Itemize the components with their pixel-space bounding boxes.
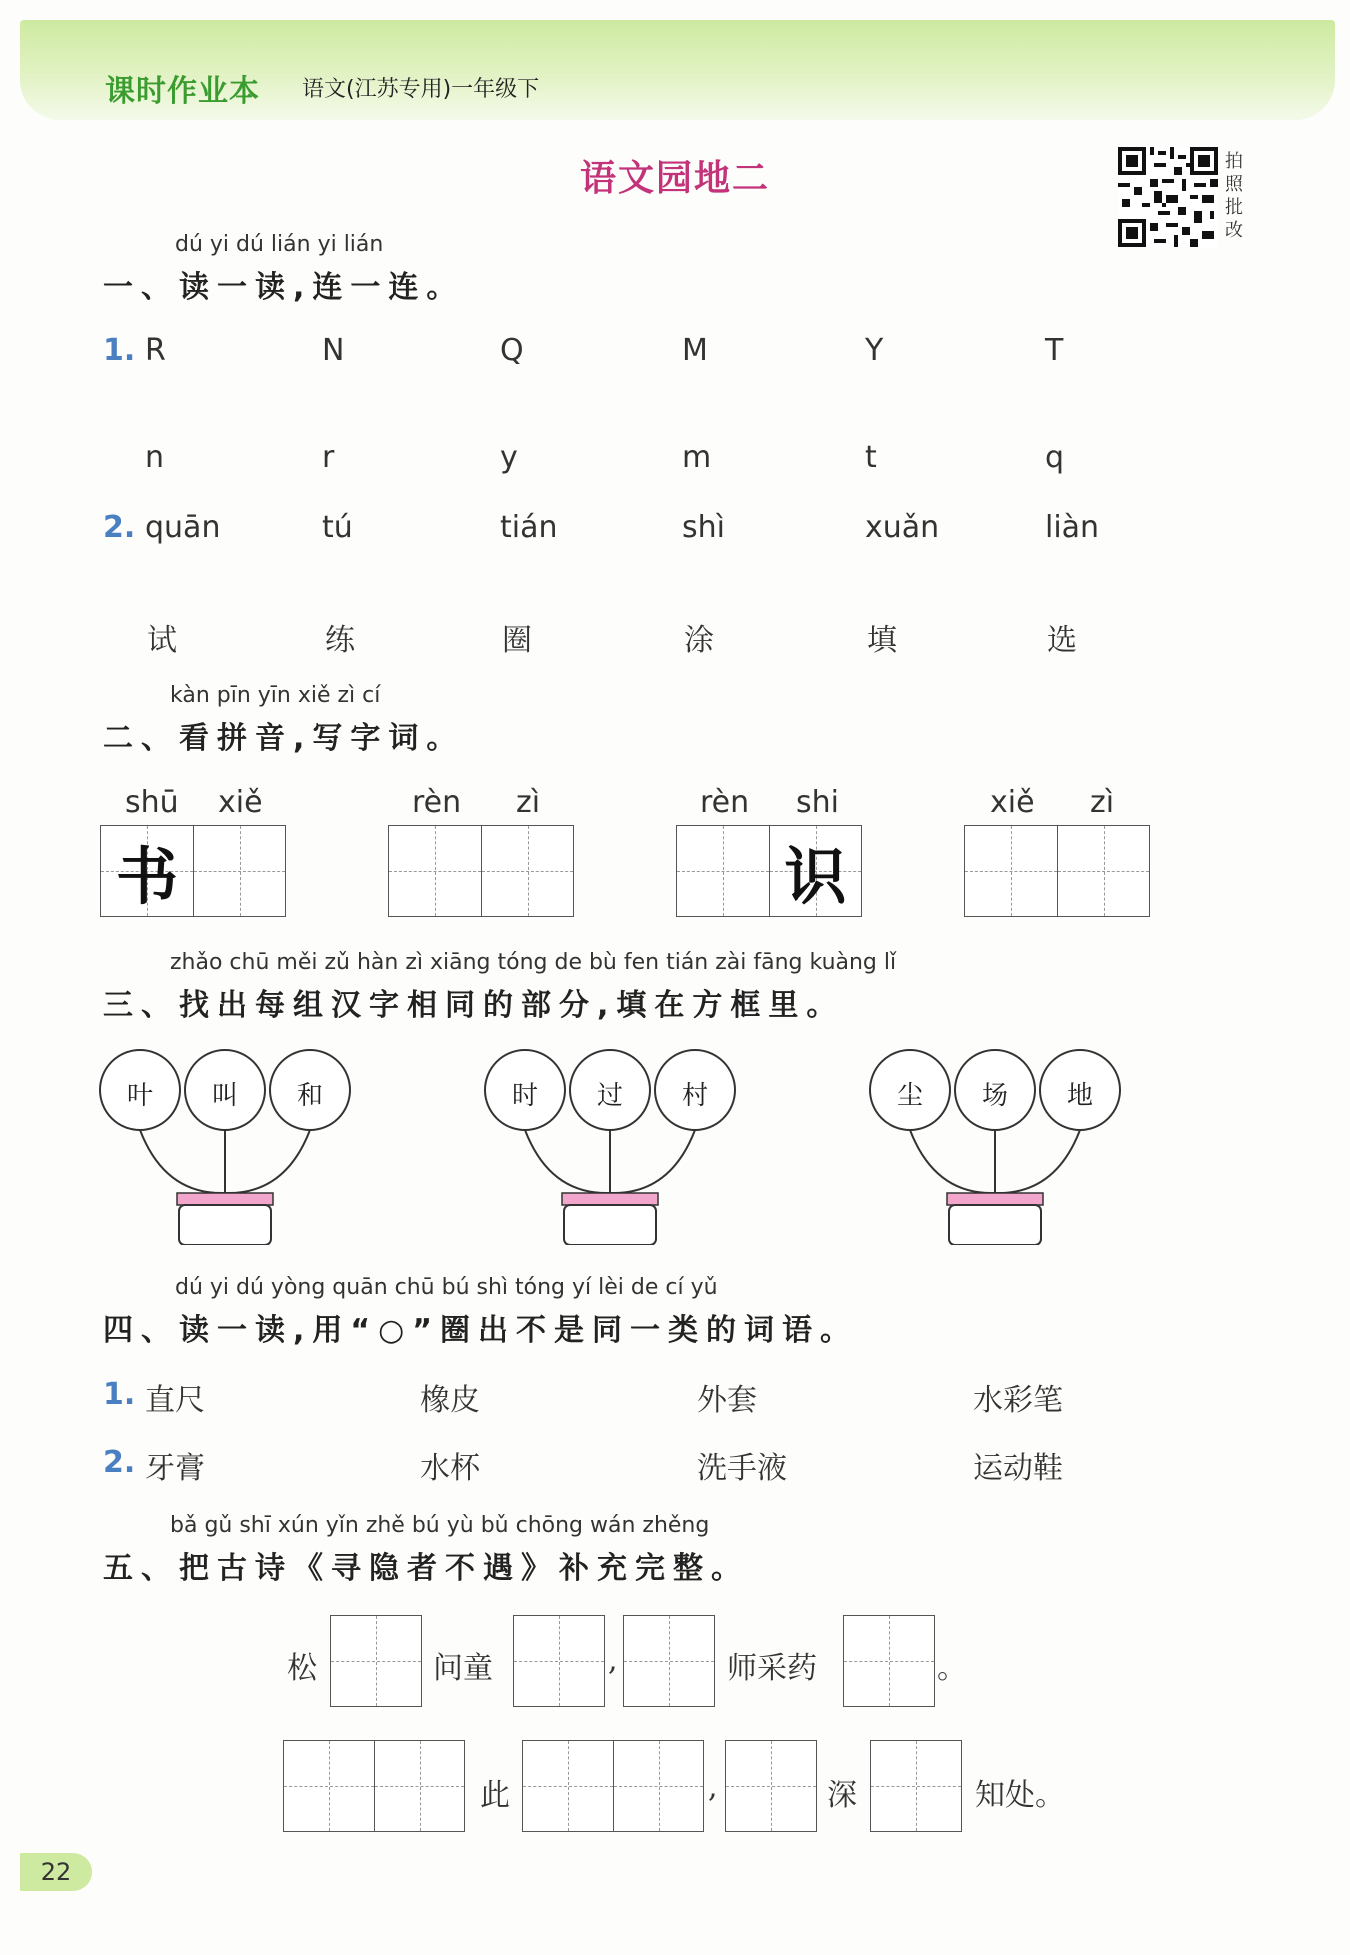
grid-pinyin: rèn	[700, 785, 750, 820]
pinyin-word[interactable]: quān	[145, 510, 221, 545]
flower-char: 场	[981, 1081, 1008, 1111]
writing-cell[interactable]	[844, 1616, 934, 1706]
flower-char: 时	[511, 1081, 538, 1111]
lower-letter[interactable]: m	[682, 440, 712, 475]
word-option[interactable]: 牙膏	[145, 1451, 205, 1486]
flower-char: 尘	[896, 1081, 923, 1111]
word-option[interactable]: 外套	[697, 1383, 757, 1418]
book-brand: 课时作业本	[105, 74, 260, 109]
grid-pinyin: shi	[796, 785, 839, 820]
writing-cell[interactable]	[613, 1741, 703, 1831]
section3-title: 三、找出每组汉字相同的部分,填在方框里。	[103, 988, 845, 1023]
given-char	[482, 826, 573, 916]
poem-blank[interactable]	[725, 1740, 817, 1832]
q2-number: 2.	[103, 510, 136, 545]
answer-box[interactable]	[951, 1207, 1041, 1245]
answer-box[interactable]	[566, 1207, 656, 1245]
poem-blank[interactable]	[522, 1740, 704, 1832]
writing-cell[interactable]	[374, 1741, 464, 1831]
section5-pinyin: bǎ gǔ shī xún yǐn zhě bú yù bǔ chōng wán zhěng	[170, 1513, 710, 1538]
qr-code-icon[interactable]	[1118, 147, 1218, 247]
poem-text: 师采药	[727, 1651, 817, 1686]
q1-number: 1.	[103, 333, 136, 368]
writing-cell[interactable]	[389, 826, 481, 916]
given-char	[1058, 826, 1149, 916]
lower-letter[interactable]: n	[145, 440, 165, 475]
pinyin-word[interactable]: tú	[322, 510, 353, 545]
pinyin-word[interactable]: shì	[682, 510, 725, 545]
writing-cell[interactable]	[514, 1616, 604, 1706]
row-number: 1.	[103, 1377, 136, 1412]
poem-text: 问童	[433, 1651, 493, 1686]
page-number: 22	[20, 1853, 92, 1891]
lower-letter[interactable]: q	[1045, 440, 1065, 475]
writing-cell[interactable]	[677, 826, 769, 916]
grid-pinyin: shū	[125, 785, 179, 820]
writing-cell[interactable]	[101, 826, 193, 916]
given-char	[677, 826, 769, 916]
page-title: 语文园地二	[579, 158, 770, 199]
poem-blank[interactable]	[513, 1615, 605, 1707]
word-option[interactable]: 洗手液	[697, 1451, 787, 1486]
section2-title: 二、看拼音,写字词。	[103, 721, 465, 756]
given-char: 书	[115, 839, 178, 913]
pinyin-word[interactable]: xuǎn	[865, 510, 940, 545]
writing-cell[interactable]	[624, 1616, 714, 1706]
upper-letter[interactable]: T	[1045, 333, 1064, 368]
hanzi-word[interactable]: 涂	[684, 623, 714, 658]
poem-blank[interactable]	[870, 1740, 962, 1832]
flower-char: 地	[1066, 1081, 1093, 1111]
writing-grid[interactable]	[100, 825, 286, 917]
hanzi-word[interactable]: 选	[1047, 623, 1077, 658]
upper-letter[interactable]: N	[322, 333, 345, 368]
poem-blank[interactable]	[623, 1615, 715, 1707]
flower-char: 叶	[126, 1081, 153, 1111]
flower-char: 过	[596, 1081, 623, 1111]
word-option[interactable]: 水杯	[420, 1451, 480, 1486]
given-char	[194, 826, 285, 916]
given-char: 识	[784, 839, 847, 913]
hanzi-word[interactable]: 练	[325, 623, 355, 658]
writing-cell[interactable]	[769, 826, 861, 916]
hanzi-word[interactable]: 填	[867, 623, 897, 658]
word-option[interactable]: 橡皮	[420, 1383, 480, 1418]
poem-period: 。	[937, 1651, 967, 1686]
poem-comma: ,	[608, 1643, 618, 1678]
upper-letter[interactable]: Y	[865, 333, 884, 368]
flower-char: 村	[681, 1081, 708, 1111]
word-option[interactable]: 直尺	[145, 1383, 205, 1418]
upper-letter[interactable]: R	[145, 333, 166, 368]
writing-cell[interactable]	[193, 826, 285, 916]
writing-cell[interactable]	[331, 1616, 421, 1706]
lower-letter[interactable]: y	[500, 440, 518, 475]
word-option[interactable]: 水彩笔	[973, 1383, 1063, 1418]
flower-char: 和	[296, 1081, 323, 1111]
poem-blank[interactable]	[843, 1615, 935, 1707]
hanzi-word[interactable]: 试	[147, 623, 177, 658]
writing-cell[interactable]	[726, 1741, 816, 1831]
writing-cell[interactable]	[284, 1741, 374, 1831]
poem-text: 松	[287, 1651, 317, 1686]
pinyin-word[interactable]: tián	[500, 510, 558, 545]
hanzi-word[interactable]: 圈	[502, 623, 532, 658]
word-option[interactable]: 运动鞋	[973, 1451, 1063, 1486]
writing-grid[interactable]	[388, 825, 574, 917]
grid-pinyin: rèn	[412, 785, 462, 820]
flower-char: 叫	[211, 1081, 238, 1111]
lower-letter[interactable]: r	[322, 440, 335, 475]
given-char	[389, 826, 481, 916]
writing-cell[interactable]	[1057, 826, 1149, 916]
section5-title: 五、把古诗《寻隐者不遇》补充完整。	[103, 1551, 749, 1586]
qr-label: 拍照批改	[1225, 151, 1243, 241]
writing-grid[interactable]	[676, 825, 862, 917]
subject-label: 语文(江苏专用)一年级下	[302, 77, 540, 102]
poem-blank[interactable]	[283, 1740, 465, 1832]
section1-pinyin: dú yi dú lián yi lián	[175, 232, 384, 257]
pinyin-word[interactable]: liàn	[1045, 510, 1100, 545]
writing-cell[interactable]	[481, 826, 573, 916]
poem-text: 深	[827, 1778, 857, 1813]
upper-letter[interactable]: M	[682, 333, 708, 368]
poem-text: 知处。	[975, 1778, 1065, 1813]
row-number: 2.	[103, 1445, 136, 1480]
given-char	[965, 826, 1057, 916]
writing-cell[interactable]	[965, 826, 1057, 916]
poem-blank[interactable]	[330, 1615, 422, 1707]
section4-pinyin: dú yi dú yòng quān chū bú shì tóng yí lèi de cí yǔ	[175, 1275, 718, 1300]
poem-text: 此	[480, 1778, 510, 1813]
writing-grid[interactable]	[964, 825, 1150, 917]
grid-pinyin: zì	[516, 785, 541, 820]
section2-pinyin: kàn pīn yīn xiě zì cí	[170, 683, 381, 708]
grid-pinyin: zì	[1090, 785, 1115, 820]
poem-comma: ,	[708, 1770, 718, 1805]
answer-box[interactable]	[181, 1207, 271, 1245]
section1-title: 一、读一读,连一连。	[103, 270, 465, 305]
writing-cell[interactable]	[523, 1741, 613, 1831]
section3-pinyin: zhǎo chū měi zǔ hàn zì xiāng tóng de bù fen tián zài fāng kuàng lǐ	[170, 950, 897, 975]
grid-pinyin: xiě	[218, 785, 263, 820]
section4-title: 四、读一读,用“○”圈出不是同一类的词语。	[103, 1313, 859, 1348]
grid-pinyin: xiě	[990, 785, 1035, 820]
upper-letter[interactable]: Q	[500, 333, 524, 368]
writing-cell[interactable]	[871, 1741, 961, 1831]
lower-letter[interactable]: t	[865, 440, 877, 475]
